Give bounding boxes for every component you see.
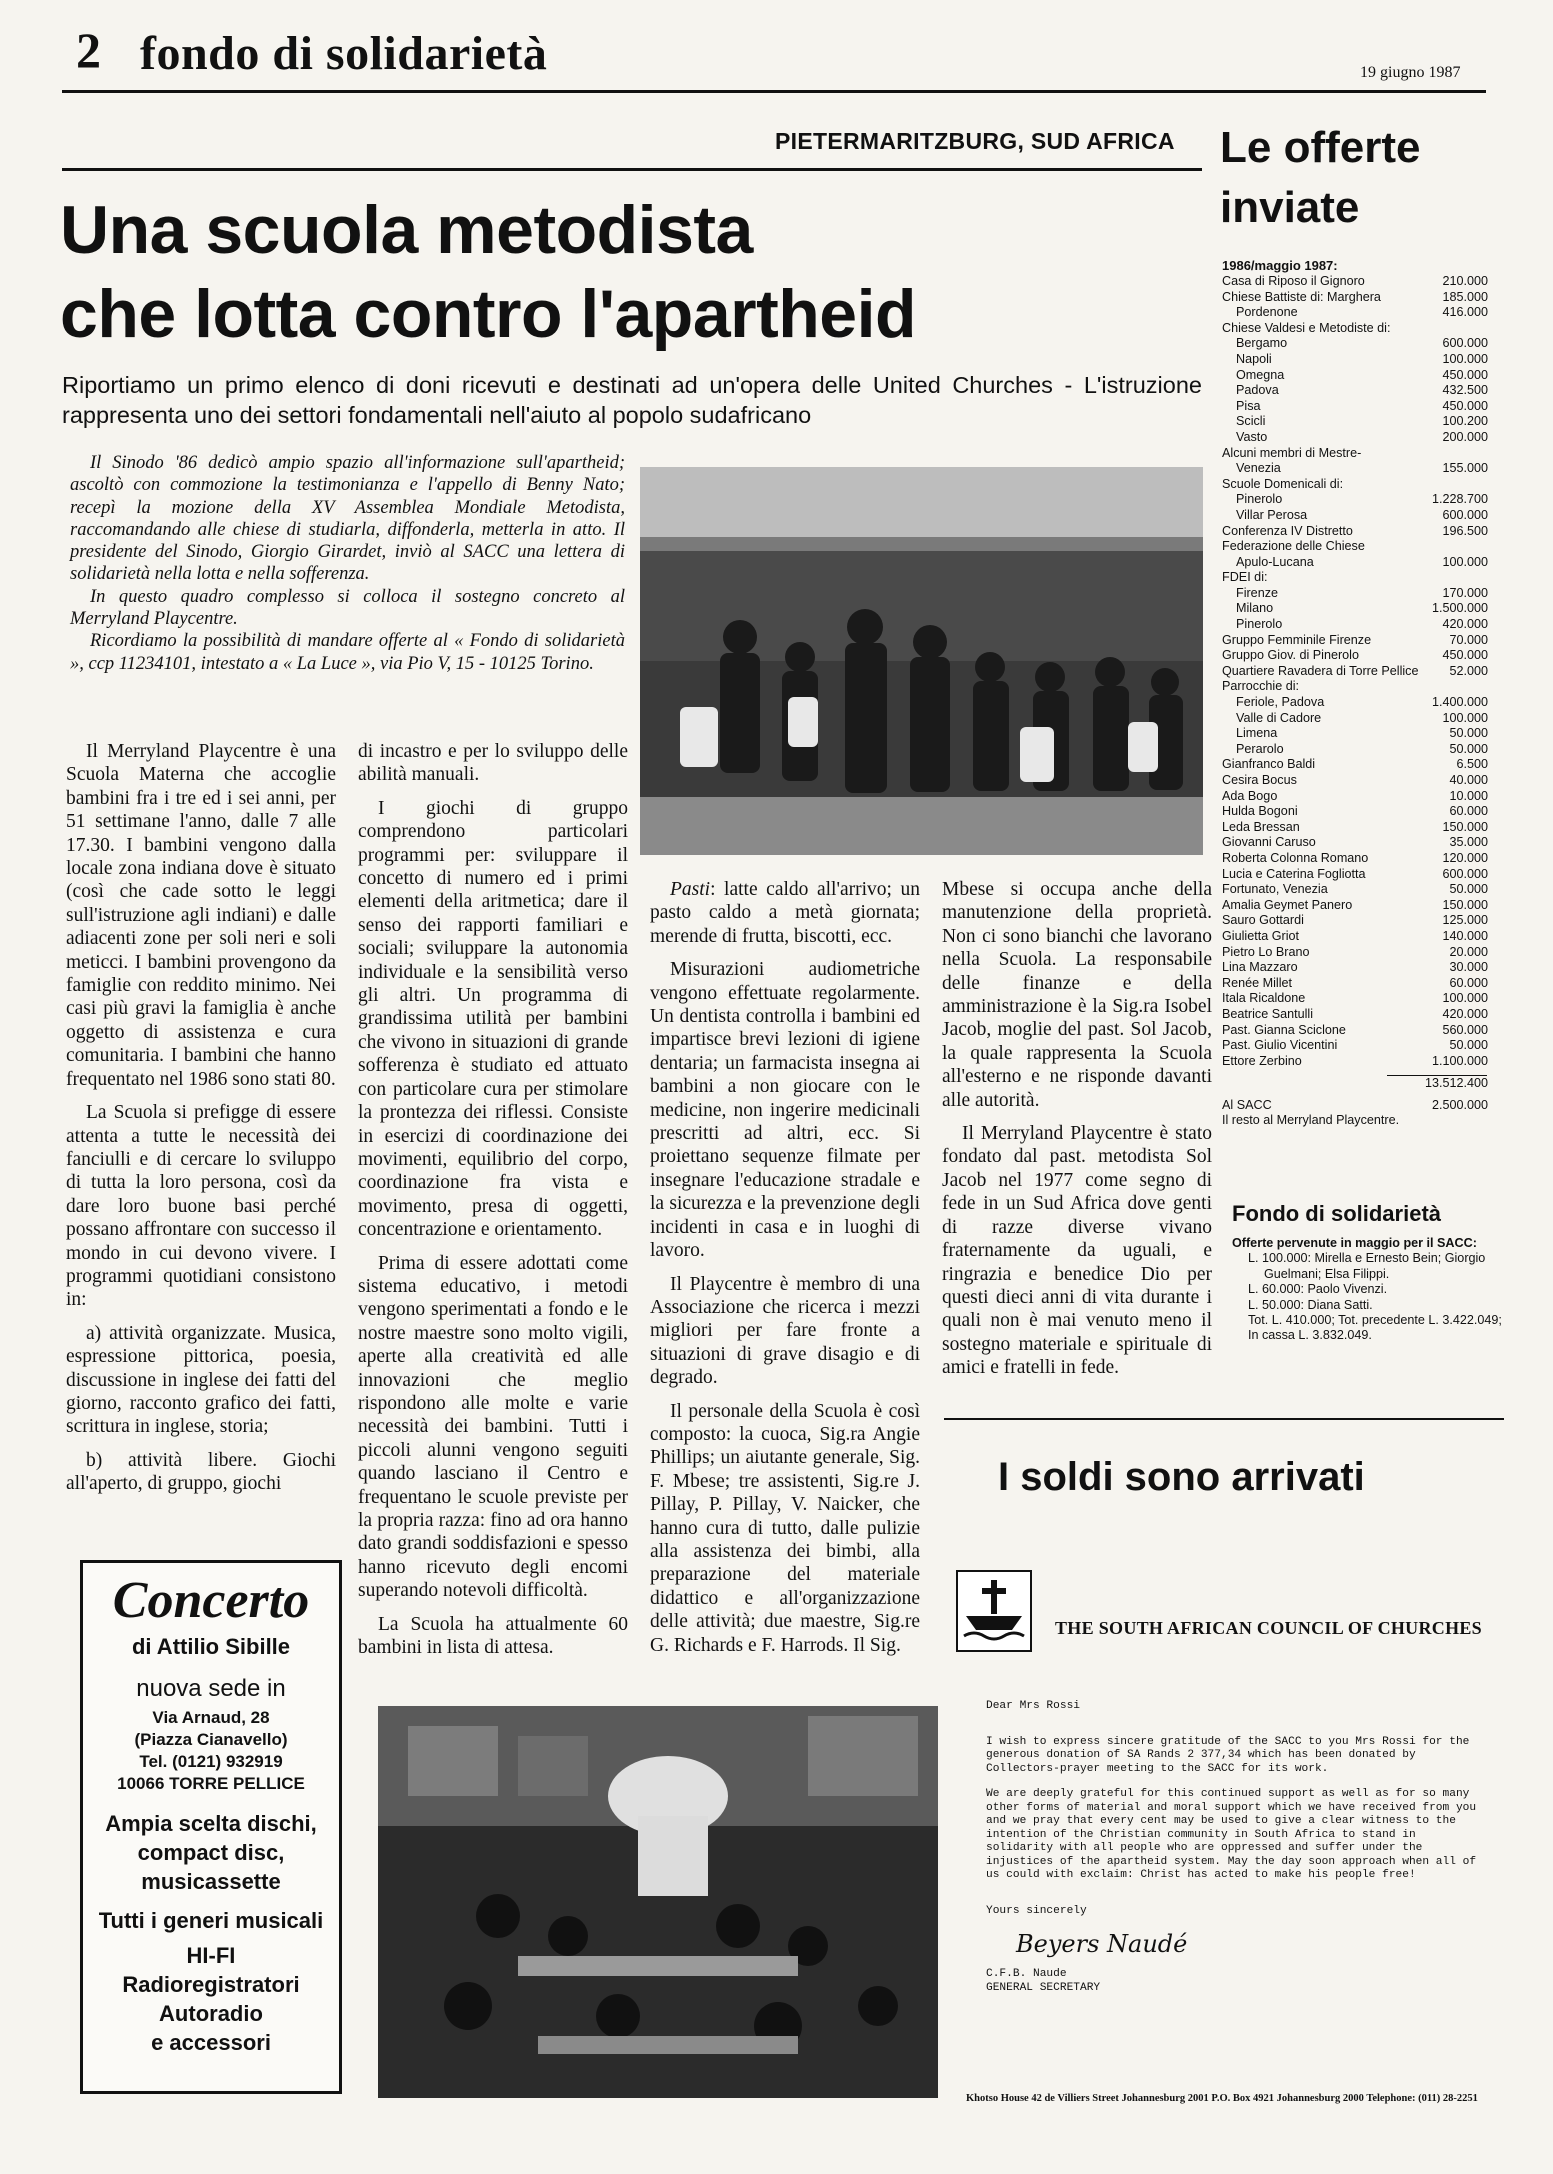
col4-paragraph: Mbese si occupa anche della manutenzione della proprietà. Non ci sono bianchi che lavorano nella Scuola. La responsabile delle finanze e della amministrazione è la Sig.ra Isobel Jacob, moglie del past. Sol Jacob, la quale rappresenta la Scuola all'esterno e ne risponde davanti alle autorità. bbox=[942, 879, 1212, 1111]
offer-amount: 30.000 bbox=[1449, 960, 1488, 975]
article-column-3 bbox=[650, 878, 920, 1667]
offer-amount: 170.000 bbox=[1442, 585, 1488, 600]
header-rule bbox=[62, 90, 1486, 93]
offer-donor: Alcuni membri di Mestre- bbox=[1222, 445, 1362, 460]
offer-amount: 1.400.000 bbox=[1431, 695, 1488, 710]
offer-donor: Giulietta Griot bbox=[1222, 928, 1299, 943]
offer-amount: 185.000 bbox=[1442, 289, 1488, 304]
offer-donor: Giovanni Caruso bbox=[1222, 835, 1316, 850]
offer-row bbox=[1222, 898, 1492, 914]
col2-paragraph: Prima di essere adottati come sistema educativo, i metodi vengono sperimentati a fondo e le nostre maestre sono molto vigili, aperte alla creatività ed alle innovazioni che meglio rispondono alle molte e varie necessità dei bambini. Tutti i piccoli alunni vengono seguiti quando lasciano il Centro e frequentano le scuole previste per la propria razza: fino ad ora hanno dato grandi soddisfazioni e spesso hanno ricevuto degli encomi superando notevoli difficoltà. bbox=[358, 1252, 628, 1602]
fondo-line: L. 100.000: Mirella e Ernesto Bein; Giorgio Guelmani; Elsa Filippi. bbox=[1248, 1251, 1486, 1281]
offer-row bbox=[1222, 695, 1492, 711]
page-number: 2 bbox=[76, 22, 101, 78]
offer-amount: 416.000 bbox=[1442, 305, 1488, 320]
letter-footer: Khotso House 42 de Villiers Street Johannesburg 2001 P.O. Box 4921 Johannesburg 2000 Telephone: (011) 28-2251 bbox=[966, 2093, 1478, 2104]
offer-amount: 560.000 bbox=[1442, 1022, 1488, 1037]
offer-row bbox=[1222, 711, 1492, 727]
offer-donor: Beatrice Santulli bbox=[1222, 1006, 1314, 1021]
offer-donor: Feriole, Padova bbox=[1236, 695, 1325, 710]
offer-amount: 150.000 bbox=[1442, 897, 1488, 912]
offer-amount: 60.000 bbox=[1449, 804, 1488, 819]
offer-amount: 420.000 bbox=[1442, 1006, 1488, 1021]
offer-donor: Conferenza IV Distretto bbox=[1222, 523, 1353, 538]
ad-line-1: Ampia scelta dischi, compact disc, musicassette bbox=[105, 1811, 317, 1894]
signer-name: C.F.B. Naude bbox=[986, 1968, 1067, 1980]
cross-boat-icon bbox=[958, 1572, 1030, 1650]
col1-paragraph: a) attività organizzate. Musica, espressione pittorica, poesia, discussione in inglese dei fatti del giorno, racconto grafico dei fatti, scrittura in inglese, storia; bbox=[66, 1322, 336, 1438]
offer-amount: 600.000 bbox=[1442, 336, 1488, 351]
ad-line-6: e accessori bbox=[151, 2030, 271, 2055]
offer-row bbox=[1222, 477, 1492, 493]
offer-row bbox=[1222, 539, 1492, 555]
col1-paragraph: La Scuola si prefigge di essere attenta a tutte le necessità dei fanciulli e di cercare lo sviluppo di tutta la loro persona, così da dare loro buone basi perché possano affrontare con successo il mondo in cui devono vivere. I programmi quotidiani consistono in: bbox=[66, 1102, 336, 1311]
offers-period: 1986/maggio 1987: bbox=[1222, 258, 1338, 273]
fondo-line: L. 50.000: Diana Satti. bbox=[1248, 1297, 1373, 1312]
letter-body bbox=[986, 1700, 1484, 1995]
offer-donor: Firenze bbox=[1236, 585, 1278, 600]
offer-amount: 70.000 bbox=[1449, 632, 1488, 647]
offer-donor: Renée Millet bbox=[1222, 975, 1292, 990]
offer-amount: 50.000 bbox=[1449, 741, 1488, 756]
offer-amount: 6.500 bbox=[1456, 757, 1488, 772]
offer-donor: Venezia bbox=[1236, 461, 1281, 476]
offer-donor: Lina Mazzaro bbox=[1222, 960, 1298, 975]
offers-total: 13.512.400 bbox=[1424, 1076, 1488, 1091]
offer-row bbox=[1222, 976, 1492, 992]
offer-amount: 52.000 bbox=[1449, 663, 1488, 678]
issue-date: 19 giugno 1987 bbox=[1360, 64, 1461, 81]
offer-donor: Scuole Domenicali di: bbox=[1222, 476, 1344, 491]
offer-amount: 210.000 bbox=[1442, 274, 1488, 288]
offer-row bbox=[1222, 570, 1492, 586]
offer-donor: Casa di Riposo il Gignoro bbox=[1222, 274, 1365, 288]
col2-paragraph: La Scuola ha attualmente 60 bambini in lista di attesa. bbox=[358, 1613, 628, 1659]
ad-line-5: Autoradio bbox=[159, 2001, 263, 2026]
offer-amount: 60.000 bbox=[1449, 975, 1488, 990]
offer-amount: 450.000 bbox=[1442, 367, 1488, 382]
offer-row bbox=[1222, 773, 1492, 789]
letter-headline: I soldi sono arrivati bbox=[998, 1455, 1365, 1499]
ad-address-2: (Piazza Cianavello) bbox=[134, 1730, 288, 1749]
offer-donor: Napoli bbox=[1236, 351, 1272, 366]
offer-amount: 40.000 bbox=[1449, 773, 1488, 787]
letter-signature: Beyers Naudé bbox=[1016, 1930, 1188, 1958]
offer-amount bbox=[1429, 477, 1492, 493]
offer-amount bbox=[1429, 446, 1492, 462]
offer-row bbox=[1222, 648, 1492, 664]
offer-donor: Gianfranco Baldi bbox=[1222, 757, 1316, 772]
offer-donor: Past. Giulio Vicentini bbox=[1222, 1038, 1338, 1053]
photo-children-group bbox=[640, 467, 1203, 855]
offer-row bbox=[1222, 1038, 1492, 1054]
ad-phone: Tel. (0121) 932919 bbox=[139, 1752, 283, 1771]
offer-row bbox=[1222, 633, 1492, 649]
pasti-label: Pasti bbox=[670, 879, 711, 900]
col1-paragraph: Il Merryland Playcentre è una Scuola Materna che accoglie bambini fra i tre ed i sei anni, per 51 settimane l'anno, dalle 7 alle 17.30. I bambini vengono dalla locale zona indiana dove è situato (così che cade sotto le leggi sull'istruzione agli indiani) e dalle adiacenti zone per soli neri e soli meticci. I bambini provengono da famiglie con reddito minimo. Nei casi più gravi la famiglia è anche oggetto di assistenza e cura comunitaria. I bambini che hanno frequentato nel 1986 sono stati 80. bbox=[66, 741, 336, 1090]
fondo-title: Fondo di solidarietà bbox=[1232, 1201, 1442, 1226]
offer-donor: Vasto bbox=[1236, 429, 1268, 444]
offer-donor: Federazione delle Chiese bbox=[1222, 539, 1365, 554]
offer-amount: 450.000 bbox=[1442, 398, 1488, 413]
offer-amount: 150.000 bbox=[1442, 819, 1488, 834]
letter-closing: Yours sincerely bbox=[986, 1904, 1087, 1917]
ad-line-2: Tutti i generi musicali bbox=[98, 1908, 324, 1933]
offer-row bbox=[1222, 336, 1492, 352]
col3-paragraph: Misurazioni audiometriche vengono effettuate regolarmente. Un dentista controlla i bambini ed impartisce brevi lezioni di igiene dentaria; un farmacista insegna ai bambini a non giocare con le medicine, non ingerire medicinali prescritti ad altri, ecc. Si proiettano sequenze filmate per insegnare l'educazione stradale e la sicurezza e la prevenzione degli incidenti in casa e in luoghi di lavoro. bbox=[650, 959, 920, 1262]
ad-subtitle: di Attilio Sibille bbox=[131, 1634, 291, 1659]
offers-rows bbox=[1222, 274, 1492, 1069]
offer-amount: 120.000 bbox=[1442, 850, 1488, 865]
offers-title-line-2: inviate bbox=[1220, 183, 1360, 232]
offer-row bbox=[1222, 742, 1492, 758]
intro-paragraph-3: Ricordiamo la possibilità di mandare offerte al « Fondo di solidarietà », ccp 11234101, intestato a « La Luce », via Pio V, 15 - 10125 Torino. bbox=[70, 631, 625, 674]
offer-amount: 1.228.700 bbox=[1431, 492, 1488, 507]
article-intro bbox=[70, 452, 625, 675]
ad-line-3: HI-FI bbox=[186, 1943, 236, 1968]
offer-amount bbox=[1429, 679, 1492, 695]
photo-classroom bbox=[378, 1706, 938, 2098]
offer-row bbox=[1222, 492, 1492, 508]
offer-row bbox=[1222, 368, 1492, 384]
offer-amount: 600.000 bbox=[1442, 866, 1488, 881]
offer-amount: 50.000 bbox=[1449, 882, 1488, 897]
col1-paragraph: b) attività libere. Giochi all'aperto, di gruppo, giochi bbox=[66, 1449, 336, 1495]
signer-title: GENERAL SECRETARY bbox=[986, 1981, 1101, 1994]
offer-row bbox=[1222, 851, 1492, 867]
section-title: fondo di solidarietà bbox=[140, 27, 548, 80]
offer-amount: 10.000 bbox=[1449, 788, 1488, 803]
offer-row bbox=[1222, 757, 1492, 773]
offer-amount: 50.000 bbox=[1449, 726, 1488, 741]
fondo-box bbox=[1232, 1200, 1504, 1344]
offer-donor: Gruppo Giov. di Pinerolo bbox=[1222, 648, 1359, 663]
sacc-logo bbox=[956, 1570, 1032, 1652]
offer-donor: Bergamo bbox=[1236, 336, 1288, 351]
article-title-line-2: che lotta contro l'apartheid bbox=[60, 276, 917, 352]
offer-amount: 100.200 bbox=[1442, 414, 1488, 429]
offer-amount: 600.000 bbox=[1442, 507, 1488, 522]
offer-donor: Padova bbox=[1236, 383, 1279, 398]
offer-row bbox=[1222, 945, 1492, 961]
offer-row bbox=[1222, 399, 1492, 415]
offers-table bbox=[1222, 274, 1492, 1069]
offer-amount: 420.000 bbox=[1442, 617, 1488, 632]
offer-row bbox=[1222, 1023, 1492, 1039]
ad-new-location: nuova sede in bbox=[136, 1675, 286, 1702]
offer-donor: Chiese Valdesi e Metodiste di: bbox=[1222, 320, 1391, 335]
offer-donor: Past. Gianna Sciclone bbox=[1222, 1022, 1346, 1037]
offers-title bbox=[1220, 118, 1420, 238]
offer-donor: Perarolo bbox=[1236, 741, 1284, 756]
offer-amount: 100.000 bbox=[1442, 710, 1488, 725]
sacc-label: Al SACC bbox=[1222, 1097, 1272, 1112]
offer-row bbox=[1222, 1054, 1492, 1070]
offer-donor: FDEI di: bbox=[1222, 570, 1268, 585]
intro-paragraph-1: Il Sinodo '86 dedicò ampio spazio all'informazione sull'apartheid; ascoltò con commozione la testimonianza e l'appello di Benny Nato; recepì la mozione della XV Assemblea Mondiale Metodista, raccomandando alle chiese di studiarla, diffonderla, metterla in atto. Il presidente del Sinodo, Giorgio Girardet, inviò al SACC una lettera di solidarietà nella lotta e nella sofferenza. bbox=[70, 453, 625, 585]
offer-row bbox=[1222, 414, 1492, 430]
offer-row bbox=[1222, 820, 1492, 836]
offer-row bbox=[1222, 789, 1492, 805]
offer-amount: 200.000 bbox=[1442, 429, 1488, 444]
offer-donor: Fortunato, Venezia bbox=[1222, 882, 1328, 897]
offer-donor: Pisa bbox=[1236, 398, 1261, 413]
offer-row bbox=[1222, 960, 1492, 976]
offer-donor: Leda Bressan bbox=[1222, 819, 1300, 834]
offer-row bbox=[1222, 601, 1492, 617]
offer-amount: 100.000 bbox=[1442, 351, 1488, 366]
offer-donor: Ada Bogo bbox=[1222, 788, 1278, 803]
col2-paragraph: di incastro e per lo sviluppo delle abilità manuali. bbox=[358, 741, 628, 786]
offer-amount: 100.000 bbox=[1442, 991, 1488, 1006]
offer-amount: 450.000 bbox=[1442, 648, 1488, 663]
fondo-line: L. 60.000: Paolo Vivenzi. bbox=[1248, 1282, 1388, 1297]
article-column-1 bbox=[66, 740, 336, 1506]
dateline-rule bbox=[62, 168, 1202, 171]
offer-row bbox=[1222, 586, 1492, 602]
letter-salutation: Dear Mrs Rossi bbox=[986, 1700, 1080, 1712]
fondo-line: Tot. L. 410.000; Tot. precedente L. 3.422.049; In cassa L. 3.832.049. bbox=[1248, 1313, 1502, 1343]
offer-row bbox=[1222, 726, 1492, 742]
offer-row bbox=[1222, 804, 1492, 820]
col3-paragraph: Il Playcentre è membro di una Associazione che ricerca i mezzi migliori per fare fronte a situazioni di grave disagio e di degrado. bbox=[650, 1273, 920, 1389]
offer-donor: Hulda Bogoni bbox=[1222, 804, 1298, 819]
offer-donor: Parrocchie di: bbox=[1222, 679, 1299, 694]
offer-donor: Cesira Bocus bbox=[1222, 773, 1297, 787]
offer-row bbox=[1222, 835, 1492, 851]
offer-row bbox=[1222, 867, 1492, 883]
offer-donor: Valle di Cadore bbox=[1236, 710, 1322, 725]
offer-donor: Gruppo Femminile Firenze bbox=[1222, 632, 1372, 647]
sacc-amount: 2.500.000 bbox=[1431, 1097, 1488, 1112]
article-dateline: PIETERMARITZBURG, SUD AFRICA bbox=[775, 128, 1175, 154]
offer-amount: 1.500.000 bbox=[1431, 601, 1488, 616]
intro-paragraph-2: In questo quadro complesso si colloca il sostegno concreto al Merryland Playcentre. bbox=[70, 586, 625, 630]
col2-paragraph: I giochi di gruppo comprendono particolari programmi per: sviluppare il concetto di numero ed i primi elementi della aritmetica; dare il senso dei rapporti familiari e sociali; sviluppare la autonomia individuale e la sensibilità verso gli altri. Un programma di grandissima utilità per bambini che vivono in situazioni di grande sofferenza è studiato ed attuato con particolare cura per stimolare la prontezza dei riflessi. Consiste in esercizi di coordinazione dei movimenti, equilibrio del corpo, coordinazione fra vista e movimento, presa di oggetti, concentrazione e orientamento. bbox=[358, 797, 628, 1241]
offer-donor: Apulo-Lucana bbox=[1236, 554, 1314, 569]
ad-city: 10066 TORRE PELLICE bbox=[117, 1774, 305, 1793]
offers-list bbox=[1222, 258, 1492, 1129]
offer-row bbox=[1222, 508, 1492, 524]
offer-donor: Amalia Geymet Panero bbox=[1222, 897, 1353, 912]
offer-donor: Villar Perosa bbox=[1236, 507, 1308, 522]
offer-donor: Pordenone bbox=[1236, 305, 1298, 320]
offer-donor: Pietro Lo Brano bbox=[1222, 944, 1310, 959]
offer-donor: Pinerolo bbox=[1236, 617, 1283, 632]
article-title bbox=[60, 188, 1200, 356]
offer-row bbox=[1222, 913, 1492, 929]
offer-donor: Itala Ricaldone bbox=[1222, 991, 1306, 1006]
offer-row bbox=[1222, 352, 1492, 368]
offer-row bbox=[1222, 882, 1492, 898]
offer-amount: 140.000 bbox=[1442, 928, 1488, 943]
offer-amount: 1.100.000 bbox=[1431, 1053, 1488, 1068]
photo-children-group-image bbox=[640, 467, 1203, 855]
article-column-4 bbox=[942, 878, 1212, 1390]
col3-paragraph bbox=[650, 878, 920, 948]
offer-row bbox=[1222, 383, 1492, 399]
offer-donor: Chiese Battiste di: Marghera bbox=[1222, 289, 1381, 304]
offer-row bbox=[1222, 929, 1492, 945]
offer-amount: 100.000 bbox=[1442, 554, 1488, 569]
offer-row bbox=[1222, 321, 1492, 337]
offer-donor: Milano bbox=[1236, 601, 1274, 616]
offer-row bbox=[1222, 679, 1492, 695]
offer-donor: Limena bbox=[1236, 726, 1278, 741]
offer-amount: 35.000 bbox=[1449, 835, 1488, 850]
offer-amount bbox=[1429, 539, 1492, 555]
offer-donor: Lucia e Caterina Fogliotta bbox=[1222, 866, 1366, 881]
letter-top-rule bbox=[944, 1418, 1504, 1420]
article-subtitle: Riportiamo un primo elenco di doni ricevuti e destinati ad un'opera delle United Churches - L'istruzione rappresenta uno dei settori fondamentali nell'aiuto al popolo sudafricano bbox=[62, 372, 1202, 428]
offer-amount bbox=[1429, 570, 1492, 586]
letter-org: THE SOUTH AFRICAN COUNCIL OF CHURCHES bbox=[1055, 1618, 1482, 1638]
article-column-2 bbox=[358, 740, 628, 1669]
offer-donor: Ettore Zerbino bbox=[1222, 1053, 1302, 1068]
letter-paragraph-2: We are deeply grateful for this continued support as well as for so many other forms of material and moral support which we have received from you and we pray that every cent may be used to give a clear witness to the intention of the Christian community in South Africa to stand in solidarity with all people who are oppressed and suffer under the injustices of the apartheid system. May the day soon approach when all of us could with exclaim: Christ has acted to make his people free! bbox=[986, 1788, 1477, 1881]
offer-row bbox=[1222, 991, 1492, 1007]
letter-paragraph-1: I wish to express sincere gratitude of the SACC to you Mrs Rossi for the generous donation of SA Rands 2 377,34 which has been donated by Collectors-prayer meeting to the SACC for its work. bbox=[986, 1735, 1470, 1775]
concerto-ad bbox=[80, 1560, 342, 2094]
sacc-row bbox=[1222, 1098, 1492, 1114]
offer-amount: 432.500 bbox=[1442, 383, 1488, 398]
offer-amount: 20.000 bbox=[1449, 944, 1488, 959]
offer-row bbox=[1222, 524, 1492, 540]
offer-row bbox=[1222, 430, 1492, 446]
offer-amount: 125.000 bbox=[1442, 913, 1488, 928]
offer-donor: Quartiere Ravadera di Torre Pellice bbox=[1222, 663, 1419, 678]
offers-rest-note: Il resto al Merryland Playcentre. bbox=[1222, 1113, 1400, 1128]
offer-row bbox=[1222, 555, 1492, 571]
offer-donor: Omegna bbox=[1236, 367, 1285, 382]
offer-donor: Pinerolo bbox=[1236, 492, 1283, 507]
offer-donor: Scicli bbox=[1236, 414, 1266, 429]
article-title-line-1: Una scuola metodista bbox=[60, 192, 753, 268]
ad-address-1: Via Arnaud, 28 bbox=[152, 1708, 270, 1727]
offer-amount: 155.000 bbox=[1442, 461, 1488, 476]
offer-row bbox=[1222, 446, 1492, 462]
fondo-intro: Offerte pervenute in maggio per il SACC: bbox=[1232, 1236, 1477, 1250]
pasti-text: : latte caldo all'arrivo; un pasto caldo a metà giornata; merende di frutta, biscotti, ecc. bbox=[650, 879, 920, 947]
offer-row bbox=[1222, 1007, 1492, 1023]
offer-row bbox=[1222, 461, 1492, 477]
offer-amount bbox=[1429, 321, 1492, 337]
offer-row bbox=[1222, 305, 1492, 321]
col3-paragraph: Il personale della Scuola è così composto: la cuoca, Sig.ra Angie Phillips; un aiutante generale, Sig. F. Mbese; tre assistenti, Sig.re J. Pillay, P. Pillay, V. Naicker, che hanno cura di tutto, dalle pulizie alla assistenza dei bimbi, alla preparazione del materiale didattico e all'organizzazione delle attività; due maestre, Sig.re G. Richards e F. Harrods. Il Sig. bbox=[650, 1400, 920, 1656]
col4-paragraph: Il Merryland Playcentre è stato fondato dal past. metodista Sol Jacob nel 1977 come segno di fede in un Sud Africa dove genti di razze diverse vivano fraternamente da uguali, e ringrazia e benedice Dio per questi dieci anni di vita durante i quali non è mai venuto meno il sostegno materiale e spirituale di amici e fratelli in fede. bbox=[942, 1123, 1212, 1379]
offer-row bbox=[1222, 274, 1492, 290]
ad-title: Concerto bbox=[112, 1572, 310, 1629]
offer-row bbox=[1222, 290, 1492, 306]
ad-line-4: Radioregistratori bbox=[122, 1972, 300, 1997]
offer-donor: Roberta Colonna Romano bbox=[1222, 850, 1369, 865]
offers-title-line-1: Le offerte bbox=[1220, 123, 1421, 172]
offer-amount: 50.000 bbox=[1449, 1038, 1488, 1053]
offer-donor: Sauro Gottardi bbox=[1222, 913, 1304, 928]
offer-row bbox=[1222, 617, 1492, 633]
offer-amount: 196.500 bbox=[1442, 523, 1488, 538]
photo-classroom-image bbox=[378, 1706, 938, 2098]
offer-row bbox=[1222, 664, 1492, 680]
